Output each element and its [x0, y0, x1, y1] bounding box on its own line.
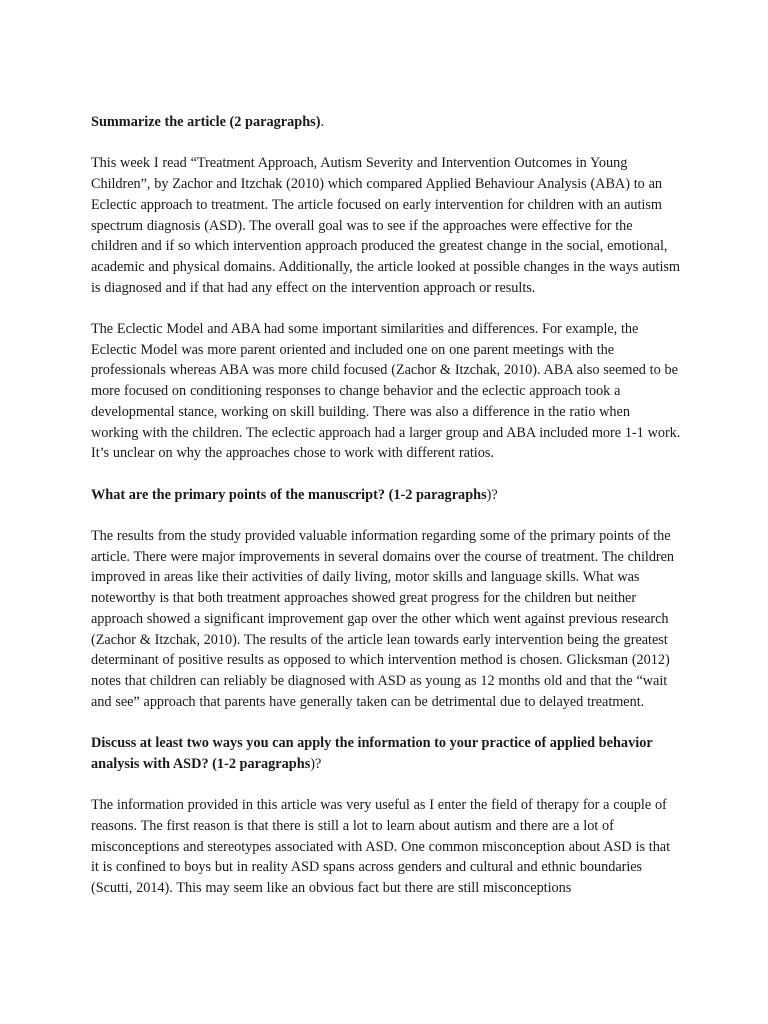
- section-1-paragraph-2: The Eclectic Model and ABA had some important similarities and differences. For example, the Eclectic Model was more parent oriented and included one on one parent meetings with the professionals whereas ABA was more child focused (Zachor & Itzchak, 2010). ABA also seemed to be more focused on conditioning responses to change behavior and the eclectic approach took a developmental stance, working on skill building. There was also a difference in the ratio when working with the children. The eclectic approach had a larger group and ABA included more 1-1 work. It’s unclear on why the approaches chose to work with different ratios.: [91, 321, 681, 462]
- section-1-heading-suffix: .: [320, 114, 325, 130]
- section-2-paragraph-1: The results from the study provided valuable information regarding some of the primary points of the article. There were major improvements in several domains over the course of treatment. The children improved in areas like their activities of daily living, motor skills and language skills. What was noteworthy is that both treatment approaches showed great progress for the children but neither approach showed a significant improvement gap over the other which went against previous research (Zachor & Itzchak, 2010). The results of the article lean towards early intervention being the greatest determinant of positive results as opposed to which intervention method is chosen. Glicksman (2012) notes that children can reliably be diagnosed with ASD as young as 12 months old and that the “wait and see” approach that parents have generally taken can be detrimental due to delayed treatment.: [91, 528, 675, 710]
- section-3-paragraph-1: The information provided in this article was very useful as I enter the field of therapy for a couple of reasons. The first reason is that there is still a lot to learn about autism and there are a lot of misconceptions and stereotypes associated with ASD. One common misconception about ASD is that it is confined to boys but in reality ASD spans across genders and cultural and ethnic boundaries (Scutti, 2014). This may seem like an obvious fact but there are still misconceptions: [91, 797, 671, 896]
- section-2-heading-suffix: )?: [486, 486, 498, 503]
- section-1-heading-text: Summarize the article (2 paragraphs): [91, 114, 321, 130]
- document-page: [91, 112, 681, 919]
- section-2-heading: [91, 485, 681, 506]
- section-1-paragraph-1: This week I read “Treatment Approach, Autism Severity and Intervention Outcomes in Young Children”, by Zachor and Itzchak (2010) which compared Applied Behaviour Analysis (ABA) to an Eclectic approach to treatment. The article focused on early intervention for children with an autism spectrum diagnosis (ASD). The overall goal was to see if the approaches were effective for the children and if so which intervention approach produced the greatest change in the social, emotional, academic and physical domains. Additionally, the article looked at possible changes in the ways autism is diagnosed and if that had any effect on the intervention approach or results.: [91, 155, 680, 296]
- section-3-heading: [91, 733, 681, 774]
- section-3-heading-suffix: )?: [310, 755, 322, 772]
- section-2-heading-text: What are the primary points of the manuscript? (1-2 paragraphs: [91, 486, 487, 503]
- section-1-heading: [91, 112, 681, 133]
- section-3-heading-text: Discuss at least two ways you can apply the information to your practice of applied behavior analysis with ASD? (1-2 paragraphs: [91, 735, 653, 772]
